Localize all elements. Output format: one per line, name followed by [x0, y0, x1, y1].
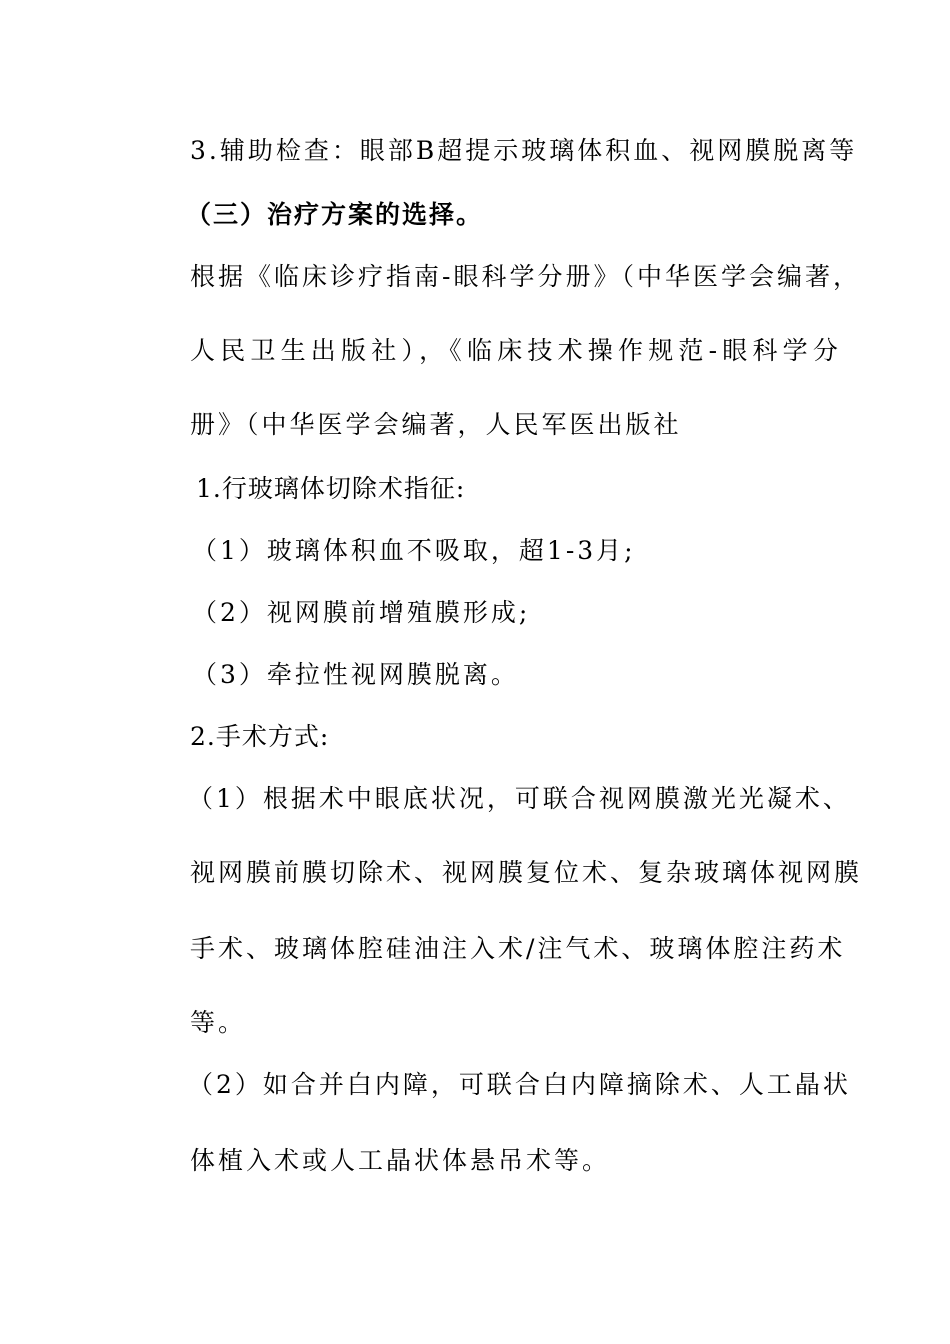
method-1-line-2: 视网膜前膜切除术、视网膜复位术、复杂玻璃体视网膜 — [190, 858, 863, 887]
method-1-line-4: 等。 — [190, 1008, 247, 1037]
method-1-line-1: （1）根据术中眼底状况，可联合视网膜激光光凝术、 — [188, 784, 851, 813]
basis-line-2: 人民卫生出版社），《临床技术操作规范-眼科学分 — [190, 336, 844, 365]
indication-title: 1.行玻璃体切除术指征: — [196, 474, 466, 503]
method-2-line-1: （2）如合并白内障，可联合白内障摘除术、人工晶状 — [188, 1070, 851, 1099]
method-1-line-3: 手术、玻璃体腔硅油注入术/注气术、玻璃体腔注药术 — [190, 934, 846, 963]
method-2-line-2: 体植入术或人工晶状体悬吊术等。 — [190, 1146, 611, 1175]
section-heading: （三）治疗方案的选择。 — [186, 200, 484, 229]
basis-line-1: 根据《临床诊疗指南-眼科学分册》（中华医学会编著， — [190, 262, 861, 291]
method-title: 2.手术方式: — [190, 722, 330, 751]
indication-item-1: （1）玻璃体积血不吸取，超1-3月; — [192, 536, 636, 565]
basis-line-3: 册》（中华医学会编著，人民军医出版社 — [190, 410, 682, 439]
indication-item-3: （3）牵拉性视网膜脱离。 — [192, 660, 519, 689]
indication-item-2: （2）视网膜前增殖膜形成; — [192, 598, 531, 627]
aux-exam-line: 3.辅助检查：眼部B超提示玻璃体积血、视网膜脱离等 — [190, 136, 858, 165]
